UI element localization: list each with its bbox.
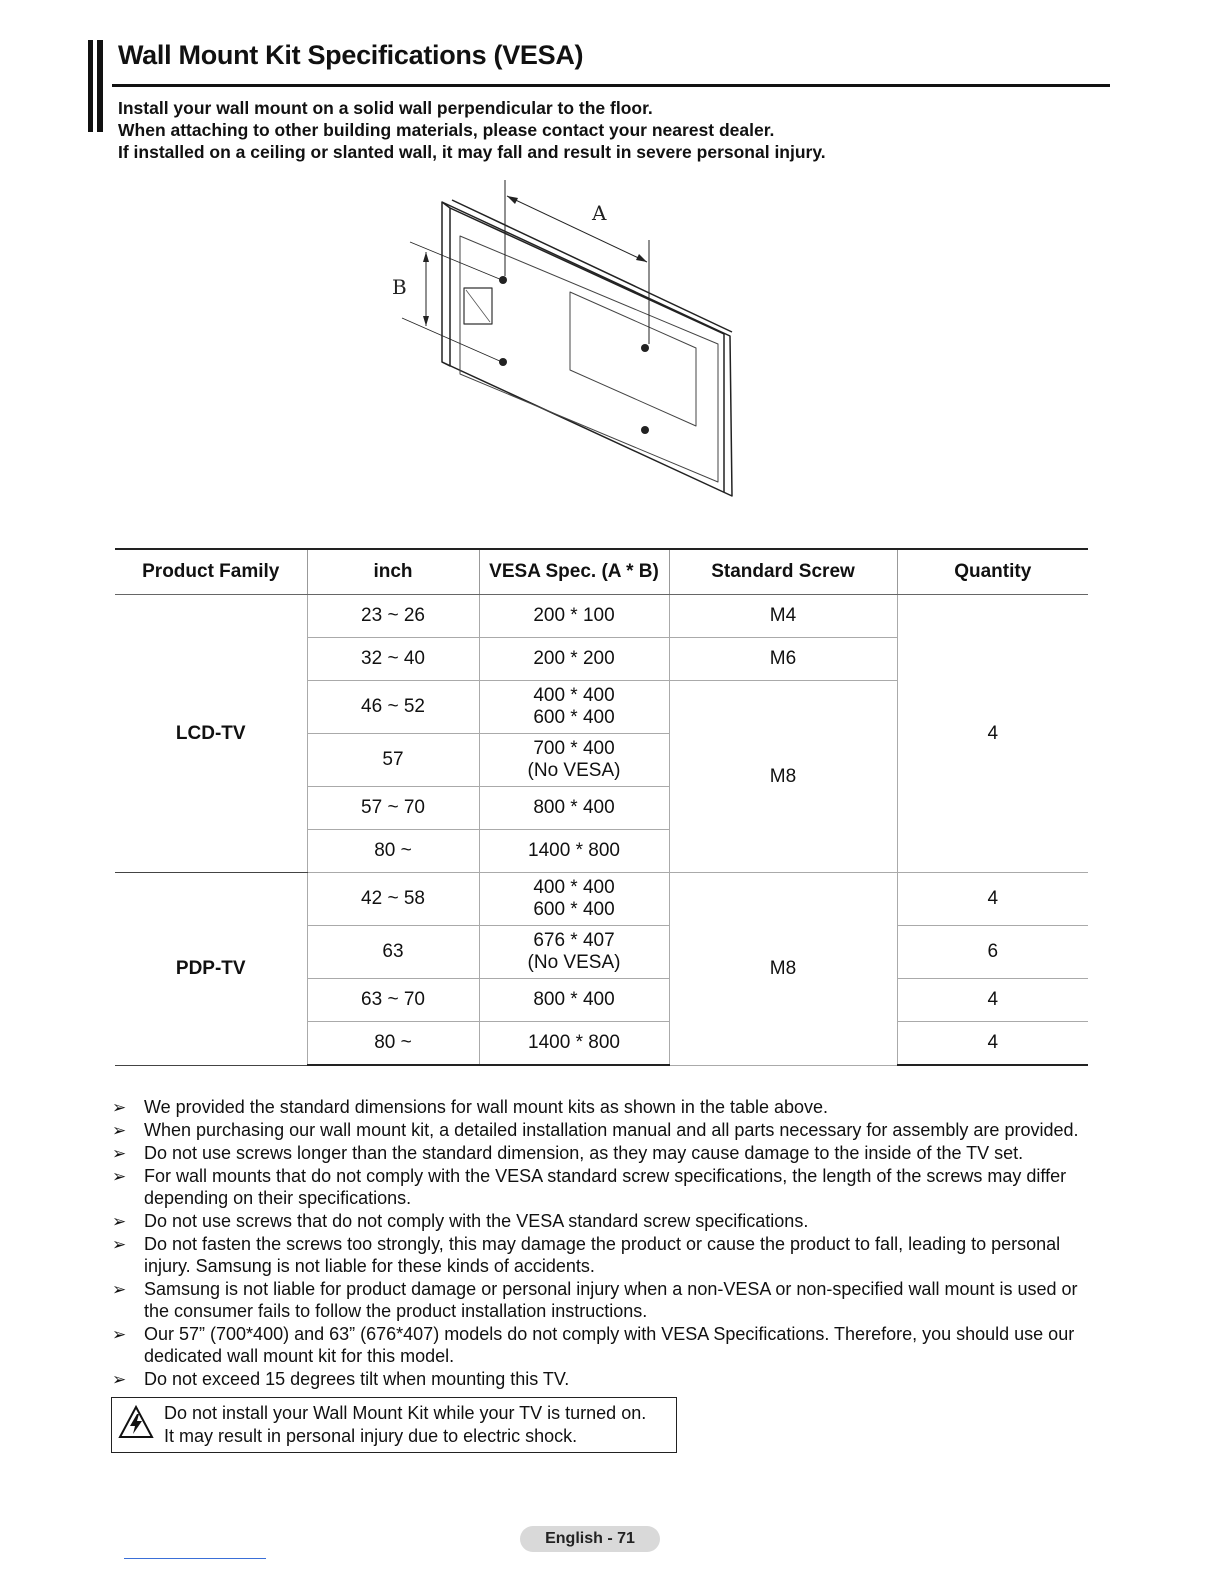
family-pdp-tv: PDP-TV <box>115 873 307 1066</box>
list-item <box>112 1119 1102 1141</box>
quantity-cell: 6 <box>897 926 1088 979</box>
vesa-cell: 200 * 100 <box>479 595 669 638</box>
intro-line: Install your wall mount on a solid wall perpendicular to the floor. <box>118 98 653 118</box>
arrow-bullet-icon: ➢ <box>112 1280 127 1299</box>
arrow-bullet-icon: ➢ <box>112 1325 127 1344</box>
inch-cell: 42 ~ 58 <box>307 873 479 926</box>
screw-cell: M4 <box>669 595 897 638</box>
screw-cell: M8 <box>669 873 897 1066</box>
inch-cell: 63 ~ 70 <box>307 979 479 1022</box>
vesa-line: (No VESA) <box>527 760 621 781</box>
inch-cell: 80 ~ <box>307 830 479 873</box>
quantity-cell: 4 <box>897 873 1088 926</box>
tv-panel-outline <box>442 202 732 496</box>
note-text: Do not use screws longer than the standard dimension, as they may cause damage to the inside of the TV set. <box>144 1143 1024 1163</box>
list-item <box>112 1233 1102 1277</box>
arrow-bullet-icon: ➢ <box>112 1167 127 1186</box>
dimension-a-label: A <box>592 201 607 225</box>
table-header-row <box>115 549 1088 595</box>
title-rule <box>112 84 1110 87</box>
quantity-cell: 4 <box>897 595 1088 873</box>
screw-hole <box>641 426 649 434</box>
tv-rear-diagram <box>380 176 750 506</box>
arrow-bullet-icon: ➢ <box>112 1098 127 1117</box>
vesa-cell <box>479 734 669 787</box>
page-number: English - 71 <box>520 1526 660 1552</box>
screw-hole <box>641 344 649 352</box>
page-title: Wall Mount Kit Specifications (VESA) <box>118 40 584 70</box>
list-item <box>112 1323 1102 1367</box>
vesa-cell: 800 * 400 <box>479 979 669 1022</box>
warning-icon <box>118 1404 154 1440</box>
arrow-bullet-icon: ➢ <box>112 1235 127 1254</box>
note-text: Our 57” (700*400) and 63” (676*407) models do not comply with VESA Specifications. Therefore, you should use our dedicated wall mount kit for this model. <box>144 1324 1075 1366</box>
header-standard-screw: Standard Screw <box>669 549 897 595</box>
header-quantity: Quantity <box>897 549 1088 595</box>
screw-cell: M6 <box>669 638 897 681</box>
note-text: When purchasing our wall mount kit, a detailed installation manual and all parts necessary for assembly are provided. <box>144 1120 1079 1140</box>
list-item <box>112 1165 1102 1209</box>
note-text: Do not use screws that do not comply with the VESA standard screw specifications. <box>144 1211 809 1231</box>
note-text: We provided the standard dimensions for wall mount kits as shown in the table above. <box>144 1097 829 1117</box>
list-item <box>112 1142 1102 1164</box>
arrow-bullet-icon: ➢ <box>112 1121 127 1140</box>
vesa-line: 700 * 400 <box>533 738 615 759</box>
vesa-cell <box>479 681 669 734</box>
warning-line: It may result in personal injury due to electric shock. <box>164 1426 578 1446</box>
vesa-cell: 200 * 200 <box>479 638 669 681</box>
list-item <box>112 1210 1102 1232</box>
intro-line: If installed on a ceiling or slanted wall, it may fall and result in severe personal injury. <box>118 142 826 162</box>
list-item <box>112 1096 1102 1118</box>
screw-cell: M8 <box>669 681 897 873</box>
inch-cell: 63 <box>307 926 479 979</box>
arrow-bullet-icon: ➢ <box>112 1144 127 1163</box>
note-text: Samsung is not liable for product damage or personal injury when a non-VESA or non-specified wall mount is used or the consumer fails to follow the product installation instructions. <box>144 1279 1078 1321</box>
vesa-line: 400 * 400 <box>533 685 615 706</box>
intro-text <box>118 97 1098 163</box>
intro-line: When attaching to other building materials, please contact your nearest dealer. <box>118 120 775 140</box>
vesa-line: 676 * 407 <box>533 930 615 951</box>
inch-cell: 57 <box>307 734 479 787</box>
family-lcd-tv: LCD-TV <box>115 595 307 873</box>
screw-hole <box>499 276 507 284</box>
inch-cell: 57 ~ 70 <box>307 787 479 830</box>
vesa-line: 400 * 400 <box>533 877 615 898</box>
note-text: Do not exceed 15 degrees tilt when mounting this TV. <box>144 1369 570 1389</box>
quantity-cell: 4 <box>897 979 1088 1022</box>
header-inch: inch <box>307 549 479 595</box>
inch-cell: 23 ~ 26 <box>307 595 479 638</box>
list-item <box>112 1278 1102 1322</box>
vesa-spec-table <box>115 548 1088 1066</box>
vesa-cell: 800 * 400 <box>479 787 669 830</box>
screw-hole <box>499 358 507 366</box>
vesa-cell <box>479 873 669 926</box>
quantity-cell: 4 <box>897 1022 1088 1066</box>
inch-cell: 32 ~ 40 <box>307 638 479 681</box>
warning-line: Do not install your Wall Mount Kit while your TV is turned on. <box>164 1403 647 1423</box>
list-item <box>112 1368 1102 1390</box>
arrow-bullet-icon: ➢ <box>112 1212 127 1231</box>
vesa-cell <box>479 926 669 979</box>
vesa-cell: 1400 * 800 <box>479 1022 669 1066</box>
notes-list <box>112 1096 1102 1391</box>
note-text: Do not fasten the screws too strongly, this may damage the product or cause the product to fall, leading to personal injury. Samsung is not liable for these kinds of accidents. <box>144 1234 1061 1276</box>
warning-box <box>111 1397 677 1453</box>
vesa-line: 600 * 400 <box>533 707 615 728</box>
inch-cell: 46 ~ 52 <box>307 681 479 734</box>
dimension-b-label: B <box>392 275 407 299</box>
header-product-family: Product Family <box>115 549 307 595</box>
table-row <box>115 873 1088 926</box>
table-row <box>115 595 1088 638</box>
vesa-cell: 1400 * 800 <box>479 830 669 873</box>
vesa-line: 600 * 400 <box>533 899 615 920</box>
inch-cell: 80 ~ <box>307 1022 479 1066</box>
arrow-bullet-icon: ➢ <box>112 1370 127 1389</box>
note-text: For wall mounts that do not comply with the VESA standard screw specifications, the length of the screws may differ depending on their specifications. <box>144 1166 1067 1208</box>
header-vesa-spec: VESA Spec. (A * B) <box>479 549 669 595</box>
footer-rule <box>124 1558 266 1559</box>
vesa-line: (No VESA) <box>527 952 621 973</box>
